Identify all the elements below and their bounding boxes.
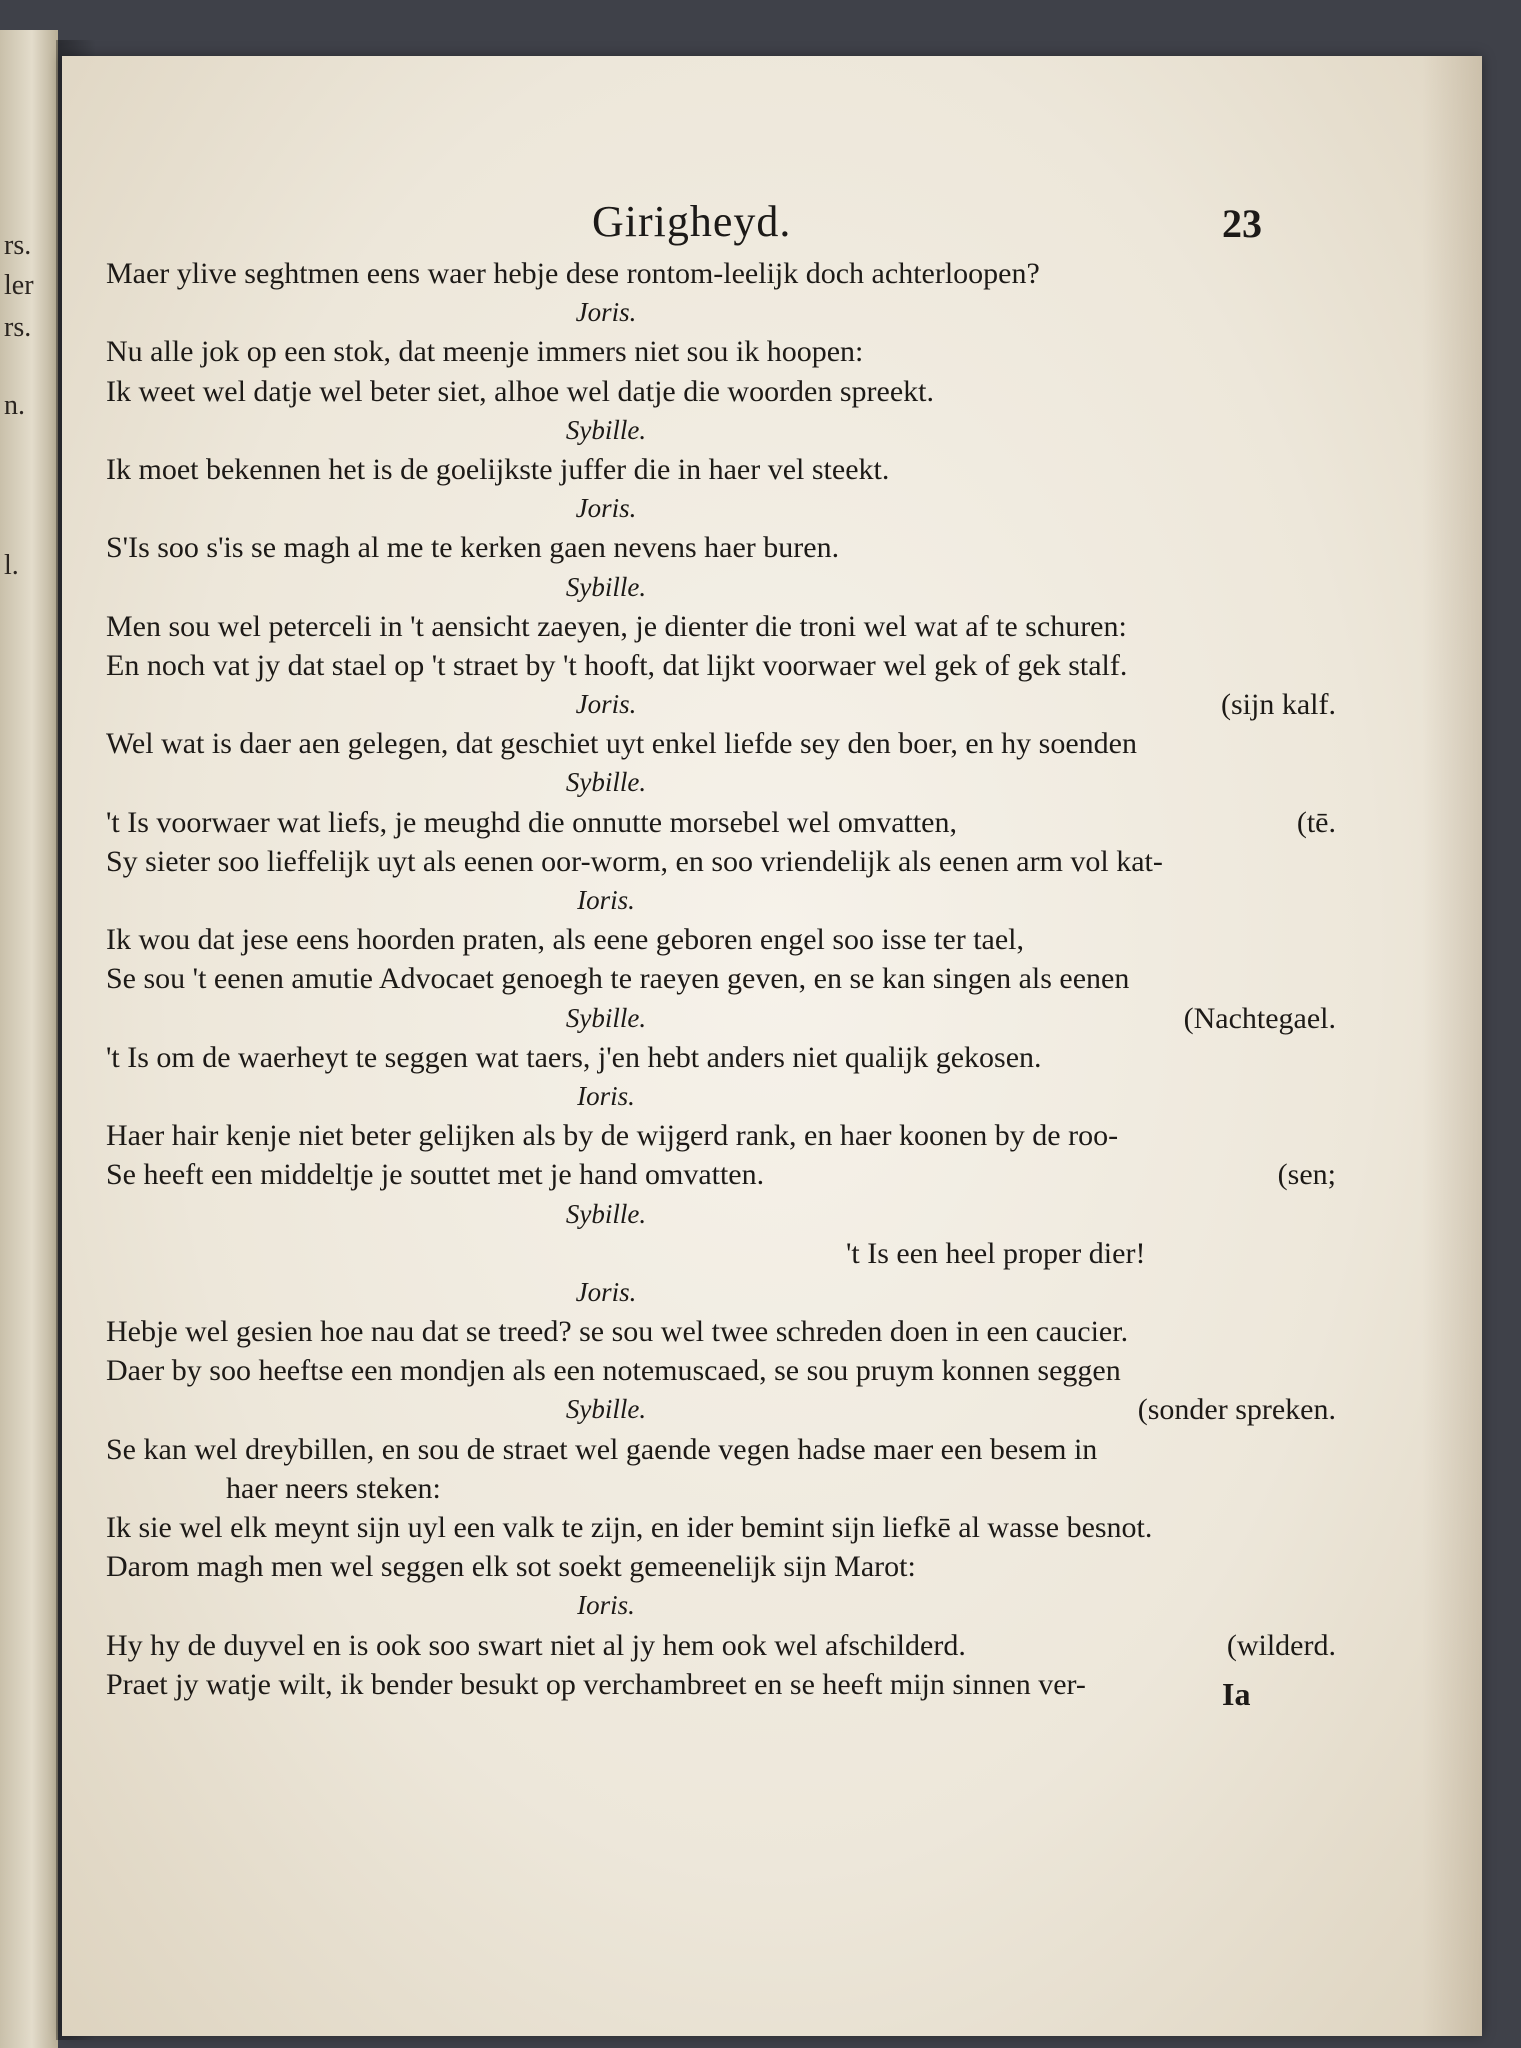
verse-line [106,1234,1336,1273]
prev-page-fragment: n. [4,390,25,421]
prev-page-fragment: ler [4,270,34,301]
verse-text: Se kan wel dreybillen, en sou de straet wel gaende vegen hadse maer een besem in [106,1432,1098,1466]
page-number: 23 [1222,201,1262,246]
speaker-name [106,1077,1336,1116]
verse-text: Haer hair kenje niet beter gelijken als by de wijgerd rank, en haer koonen by de roo- [106,1119,1119,1153]
verse-text-right: 't Is een heel proper dier! [846,1236,1146,1270]
verse-line [106,1665,1336,1704]
verse-line [106,842,1336,881]
speaker-name [106,999,1336,1038]
speaker-name [106,411,1336,450]
speaker-name [106,568,1336,607]
verse-line [106,1038,1336,1077]
speaker-label: Joris. [575,1276,637,1307]
verse-text: Nu alle jok op een stok, dat meenje immers niet sou ik hoopen: [106,335,864,369]
turnover-word: (sonder spreken. [1137,1393,1336,1427]
verse-line [106,528,1336,567]
speaker-name [106,1273,1336,1312]
verse-text: Ik moet bekennen het is de goelijkste juffer die in haer vel steekt. [106,452,890,486]
verse-line [106,1312,1336,1351]
verse-text: Darom magh men wel seggen elk sot soekt gemeenelijk sijn Marot: [106,1550,916,1584]
verse-text: Men sou wel peterceli in 't aensicht zaeyen, je dienter die troni wel wat af te schuren: [106,609,1127,643]
verse-text: Praet jy watje wilt, ik bender besukt op verchambreet en se heeft mijn sinnen ver- [106,1667,1086,1701]
verse-line [106,1626,1336,1665]
verse-line [106,1547,1336,1586]
speaker-label: Joris. [575,297,637,328]
verse-line [106,1351,1336,1390]
verse-text: Daer by soo heeftse een mondjen als een notemuscaed, se sou pruym konnen seggen [106,1354,1121,1388]
verse-line [106,920,1336,959]
verse-text: haer neers steken: [226,1471,441,1505]
turnover-word: (tē. [1296,805,1336,839]
verse-text: Ik weet wel datje wel beter siet, alhoe wel datje die woorden spreekt. [106,374,935,408]
verse-line [106,1155,1336,1194]
prev-page-fragment: l. [4,550,19,581]
verse-line [106,959,1336,998]
verse-text: Maer ylive seghtmen eens waer hebje dese rontom-leelijk doch achterloopen? [106,257,1040,290]
verse-text: 't Is om de waerheyt te seggen wat taers, j'en hebt anders niet qualijk gekosen. [106,1040,1042,1074]
verse-line [106,332,1336,371]
verse-line [106,724,1336,763]
prev-page-fragment: rs. [4,312,32,343]
book-page [62,56,1482,2036]
speaker-label: Sybille. [565,414,647,445]
turnover-word: (Nachtegael. [1183,1001,1336,1035]
verse-line [106,646,1336,685]
verse-line [106,1116,1336,1155]
verse-text: Ik wou dat jese eens hoorden praten, als eene geboren engel soo isse ter tael, [106,923,1024,957]
speaker-name [106,763,1336,802]
running-title: Girigheyd. [592,197,792,246]
turnover-word: (sen; [1277,1158,1336,1192]
verse-text: Ik sie wel elk meynt sijn uyl een valk te zijn, en ider bemint sijn liefkē al wasse besnot. [106,1511,1153,1544]
turnover-word: (sijn kalf. [1221,688,1336,722]
speaker-label: Ioris. [577,1590,635,1621]
speaker-label: Sybille. [565,571,647,602]
verse-text: Wel wat is daer aen gelegen, dat geschiet uyt enkel liefde sey den boer, en hy soenden [106,727,1137,761]
speaker-label: Joris. [575,689,637,720]
speaker-label: Sybille. [565,767,647,798]
speaker-name [106,685,1336,724]
verse-line [106,254,1336,293]
speaker-label: Joris. [575,493,637,524]
speaker-name [106,1195,1336,1234]
verse-line [106,450,1336,489]
verse-text: Se heeft een middeltje je souttet met je hand omvatten. [106,1158,765,1192]
verse-text: Hy hy de duyvel en is ook soo swart niet al jy hem ook wel afschilderd. [106,1628,966,1662]
verse-line [106,1430,1336,1469]
play-text [106,254,1336,1704]
verse-line [106,372,1336,411]
verse-line [106,1508,1336,1547]
verse-text: S'Is soo s'is se magh al me te kerken gaen nevens haer buren. [106,531,840,565]
verse-text: Sy sieter soo lieffelijk uyt als eenen oor-worm, en soo vriendelijk als eenen arm vol kat- [106,844,1163,878]
verse-line [106,607,1336,646]
speaker-label: Ioris. [577,1080,635,1111]
catchword: Ia [1222,1676,1251,1712]
speaker-name [106,489,1336,528]
verse-text: 't Is voorwaer wat liefs, je meughd die onnutte morsebel wel omvatten, [106,805,958,839]
verse-line [106,1469,1336,1508]
speaker-name [106,1390,1336,1429]
turnover-word: (wilderd. [1226,1628,1336,1662]
speaker-label: Sybille. [565,1198,647,1229]
verse-text: En noch vat jy dat stael op 't straet by 't hooft, dat lijkt voorwaer wel gek of gek stalf. [106,648,1128,682]
verse-text: Hebje wel gesien hoe nau dat se treed? se sou wel twee schreden doen in een caucier. [106,1315,1129,1349]
prev-page-fragment: rs. [4,230,32,261]
speaker-label: Sybille. [565,1002,647,1033]
speaker-name [106,881,1336,920]
verse-text: Se sou 't eenen amutie Advocaet genoegh te raeyen geven, en se kan singen als eenen [106,962,1130,996]
speaker-name [106,293,1336,332]
speaker-name [106,1586,1336,1625]
page-edge-shading [1422,56,1482,2036]
speaker-label: Sybille. [565,1394,647,1425]
speaker-label: Ioris. [577,885,635,915]
verse-line [106,803,1336,842]
previous-page-edge [0,30,58,2048]
